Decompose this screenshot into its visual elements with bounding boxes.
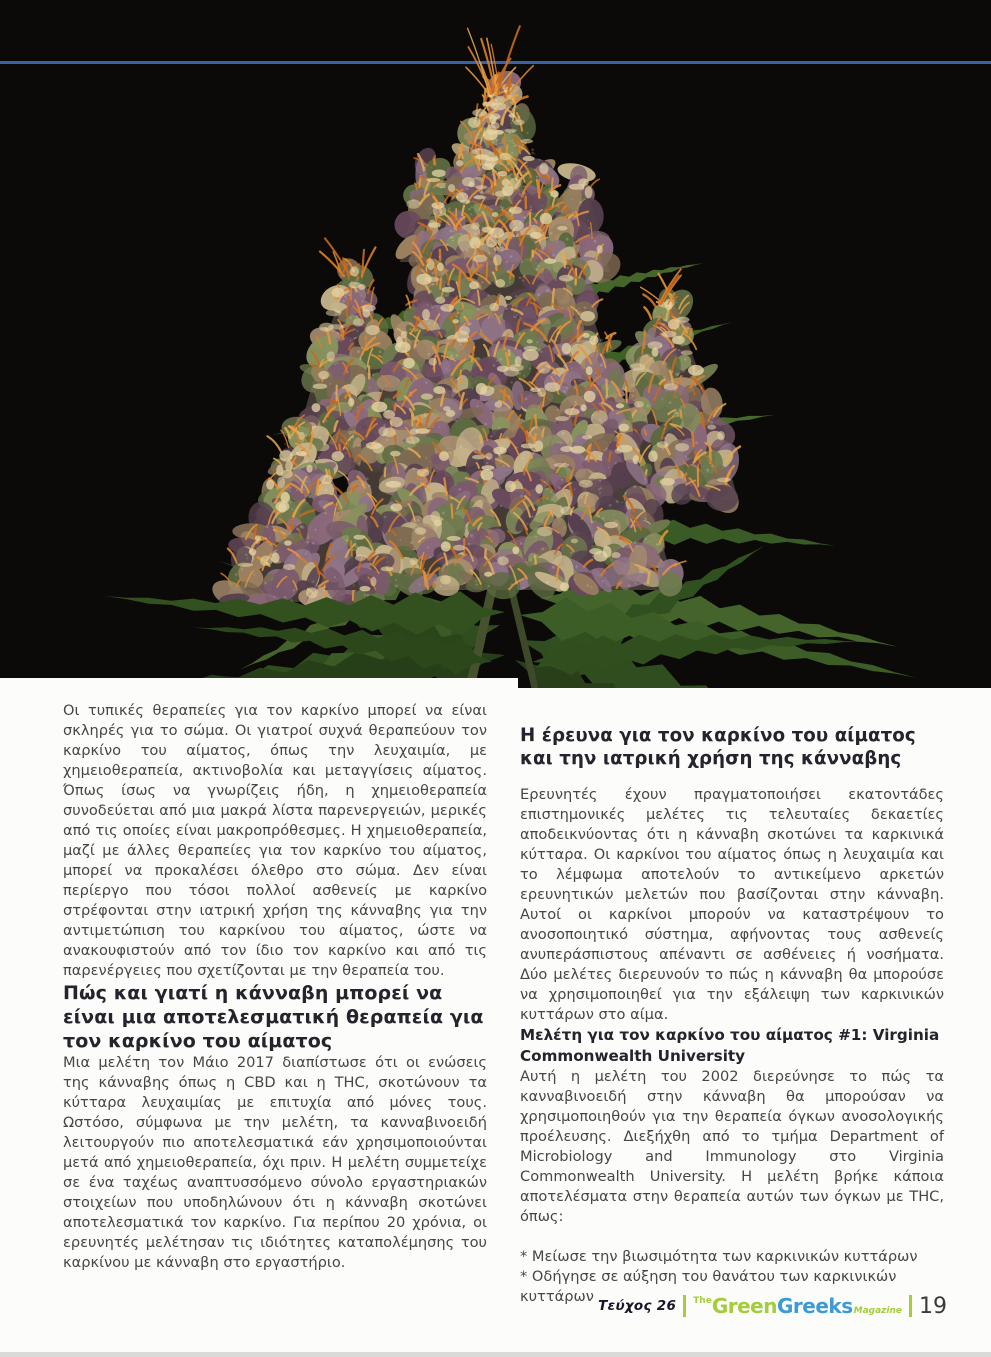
left-paragraph-1: Οι τυπικές θεραπείες για τον καρκίνο μπορεί να είναι σκληρές για το σώμα. Οι γιατροί συχνά θεραπεύουν τον καρκίνο του αίματος, όπως την λευχαιμία, με χημειοθεραπεία, ακτινοβολία και μεταγγίσεις αίματος. Όπως ίσως να γνωρίζεις ήδη, η χημειοθεραπεία συνοδεύεται από μια μακρά λίστα παρενεργειών, μερικές από τις οποίες είναι μακροπρόθεσμες. Η χημειοθεραπεία, μαζί με άλλες θεραπείες για τον καρκίνο του αίματος, μπορεί να προκαλέσει όλεθρο στο σώμα. Δεν είναι περίεργο που τόσοι πολλοί ασθενείς με καρκίνο στρέφονται στην ιατρική χρήση της κάνναβης για την αντιμετώπιση του καρκίνου του αίματος, ώστε να ανακουφιστούν από τον ίδιο τον καρκίνο και από τις παρενέργειες που σχετίζονται με την θεραπεία του. xyxy=(63,702,487,979)
right-heading: Η έρευνα για τον καρκίνο του αίματος και την ιατρική χρήση της κάνναβης xyxy=(520,725,916,769)
issue-label: Τεύχος 26 xyxy=(598,1298,677,1314)
footer-divider xyxy=(909,1295,912,1317)
logo-greeks-label: Greeks xyxy=(776,1294,853,1318)
right-column xyxy=(520,724,944,1307)
left-column xyxy=(63,701,487,1273)
right-paragraph-1: Ερευνητές έχουν πραγματοποιήσει εκατοντάδες επιστημονικές μελέτες τις τελευταίες δεκαετίες αποδεικνύοντας ότι η κάνναβη σκοτώνει τα καρκινικά κύτταρα. Οι καρκίνοι του αίματος όπως η λευχαιμία και το λέμφωμα αποτελούν το αντικείμενο αρκετών ερευνητικών μελετών που βασίζονται στην κάνναβη. Αυτοί οι καρκίνοι μπορούν να καταστρέψουν το ανοσοποιητικό σύστημα, αφήνοντας τους ασθενείς ανυπεράσπιστους απέναντι σε ασθένειες ή νοσήματα. Δύο μελέτες διερευνούν το πώς η κάνναβη θα μπορούσε να χρησιμοποιηθεί για την εξάλειψη των καρκινικών κυττάρων στο αίμα. xyxy=(520,786,944,1023)
left-heading: Πώς και γιατί η κάνναβη μπορεί να είναι μια αποτελεσματική θεραπεία για τον καρκίνο του αίματος xyxy=(63,982,484,1052)
list-item: * Μείωσε την βιωσιμότητα των καρκινικών κυττάρων xyxy=(520,1248,918,1265)
logo-the-label: The xyxy=(693,1296,712,1306)
right-paragraph-2: Αυτή η μελέτη του 2002 διερεύνησε το πώς τα κανναβινοειδή στην κάνναβη θα μπορούσαν να χρησιμοποιηθούν για την θεραπεία όγκων ανοσολογικής προέλευσης. Διεξήχθη από το τμήμα Department of Microbiology and Immunology στο Virginia Commonwealth University. Η μελέτη βρήκε κάποια αποτελέσματα στην θεραπεία αυτών των όγκων με THC, όπως: xyxy=(520,1068,944,1225)
logo-green-label: Green xyxy=(711,1294,777,1318)
right-subheading: Μελέτη για τον καρκίνο του αίματος #1: Virginia Commonwealth University xyxy=(520,1026,940,1065)
magazine-logo xyxy=(693,1294,902,1318)
page-footer xyxy=(598,1293,947,1319)
photo-crop-step xyxy=(0,678,518,688)
footer-divider xyxy=(683,1295,686,1317)
page-bottom-edge xyxy=(0,1352,991,1357)
article-body xyxy=(0,688,991,1357)
list-item: * Οδήγησε σε αύξηση του θανάτου των καρκινικών κυττάρων xyxy=(520,1268,897,1305)
page-number: 19 xyxy=(919,1293,947,1319)
left-paragraph-2: Μια μελέτη τον Μάιο 2017 διαπίστωσε ότι οι ενώσεις της κάνναβης όπως η CBD και η THC, σκοτώνουν τα κύτταρα λευχαιμίας με επιτυχία από μόνες τους. Ωστόσο, σύμφωνα με την μελέτη, τα κανναβινοειδή λειτουργούν πιο αποτελεσματικά εάν χρησιμοποιούνται μετά από χημειοθεραπεία, όχι πριν. Η μελέτη συμμετείχε σε ένα ταχέως αναπτυσσόμενο σύνολο εργαστηριακών στοιχείων που υποδηλώνουν ότι η κάνναβη σκοτώνει αποτελεσματικά τον καρκίνο. Για περίπου 20 χρόνια, οι ερευνητές μελέτησαν τις ιδιότητες καταπολέμησης του καρκίνου με κάνναβη στο εργαστήριο. xyxy=(63,1054,487,1271)
logo-magazine-label: Magazine xyxy=(853,1306,902,1316)
